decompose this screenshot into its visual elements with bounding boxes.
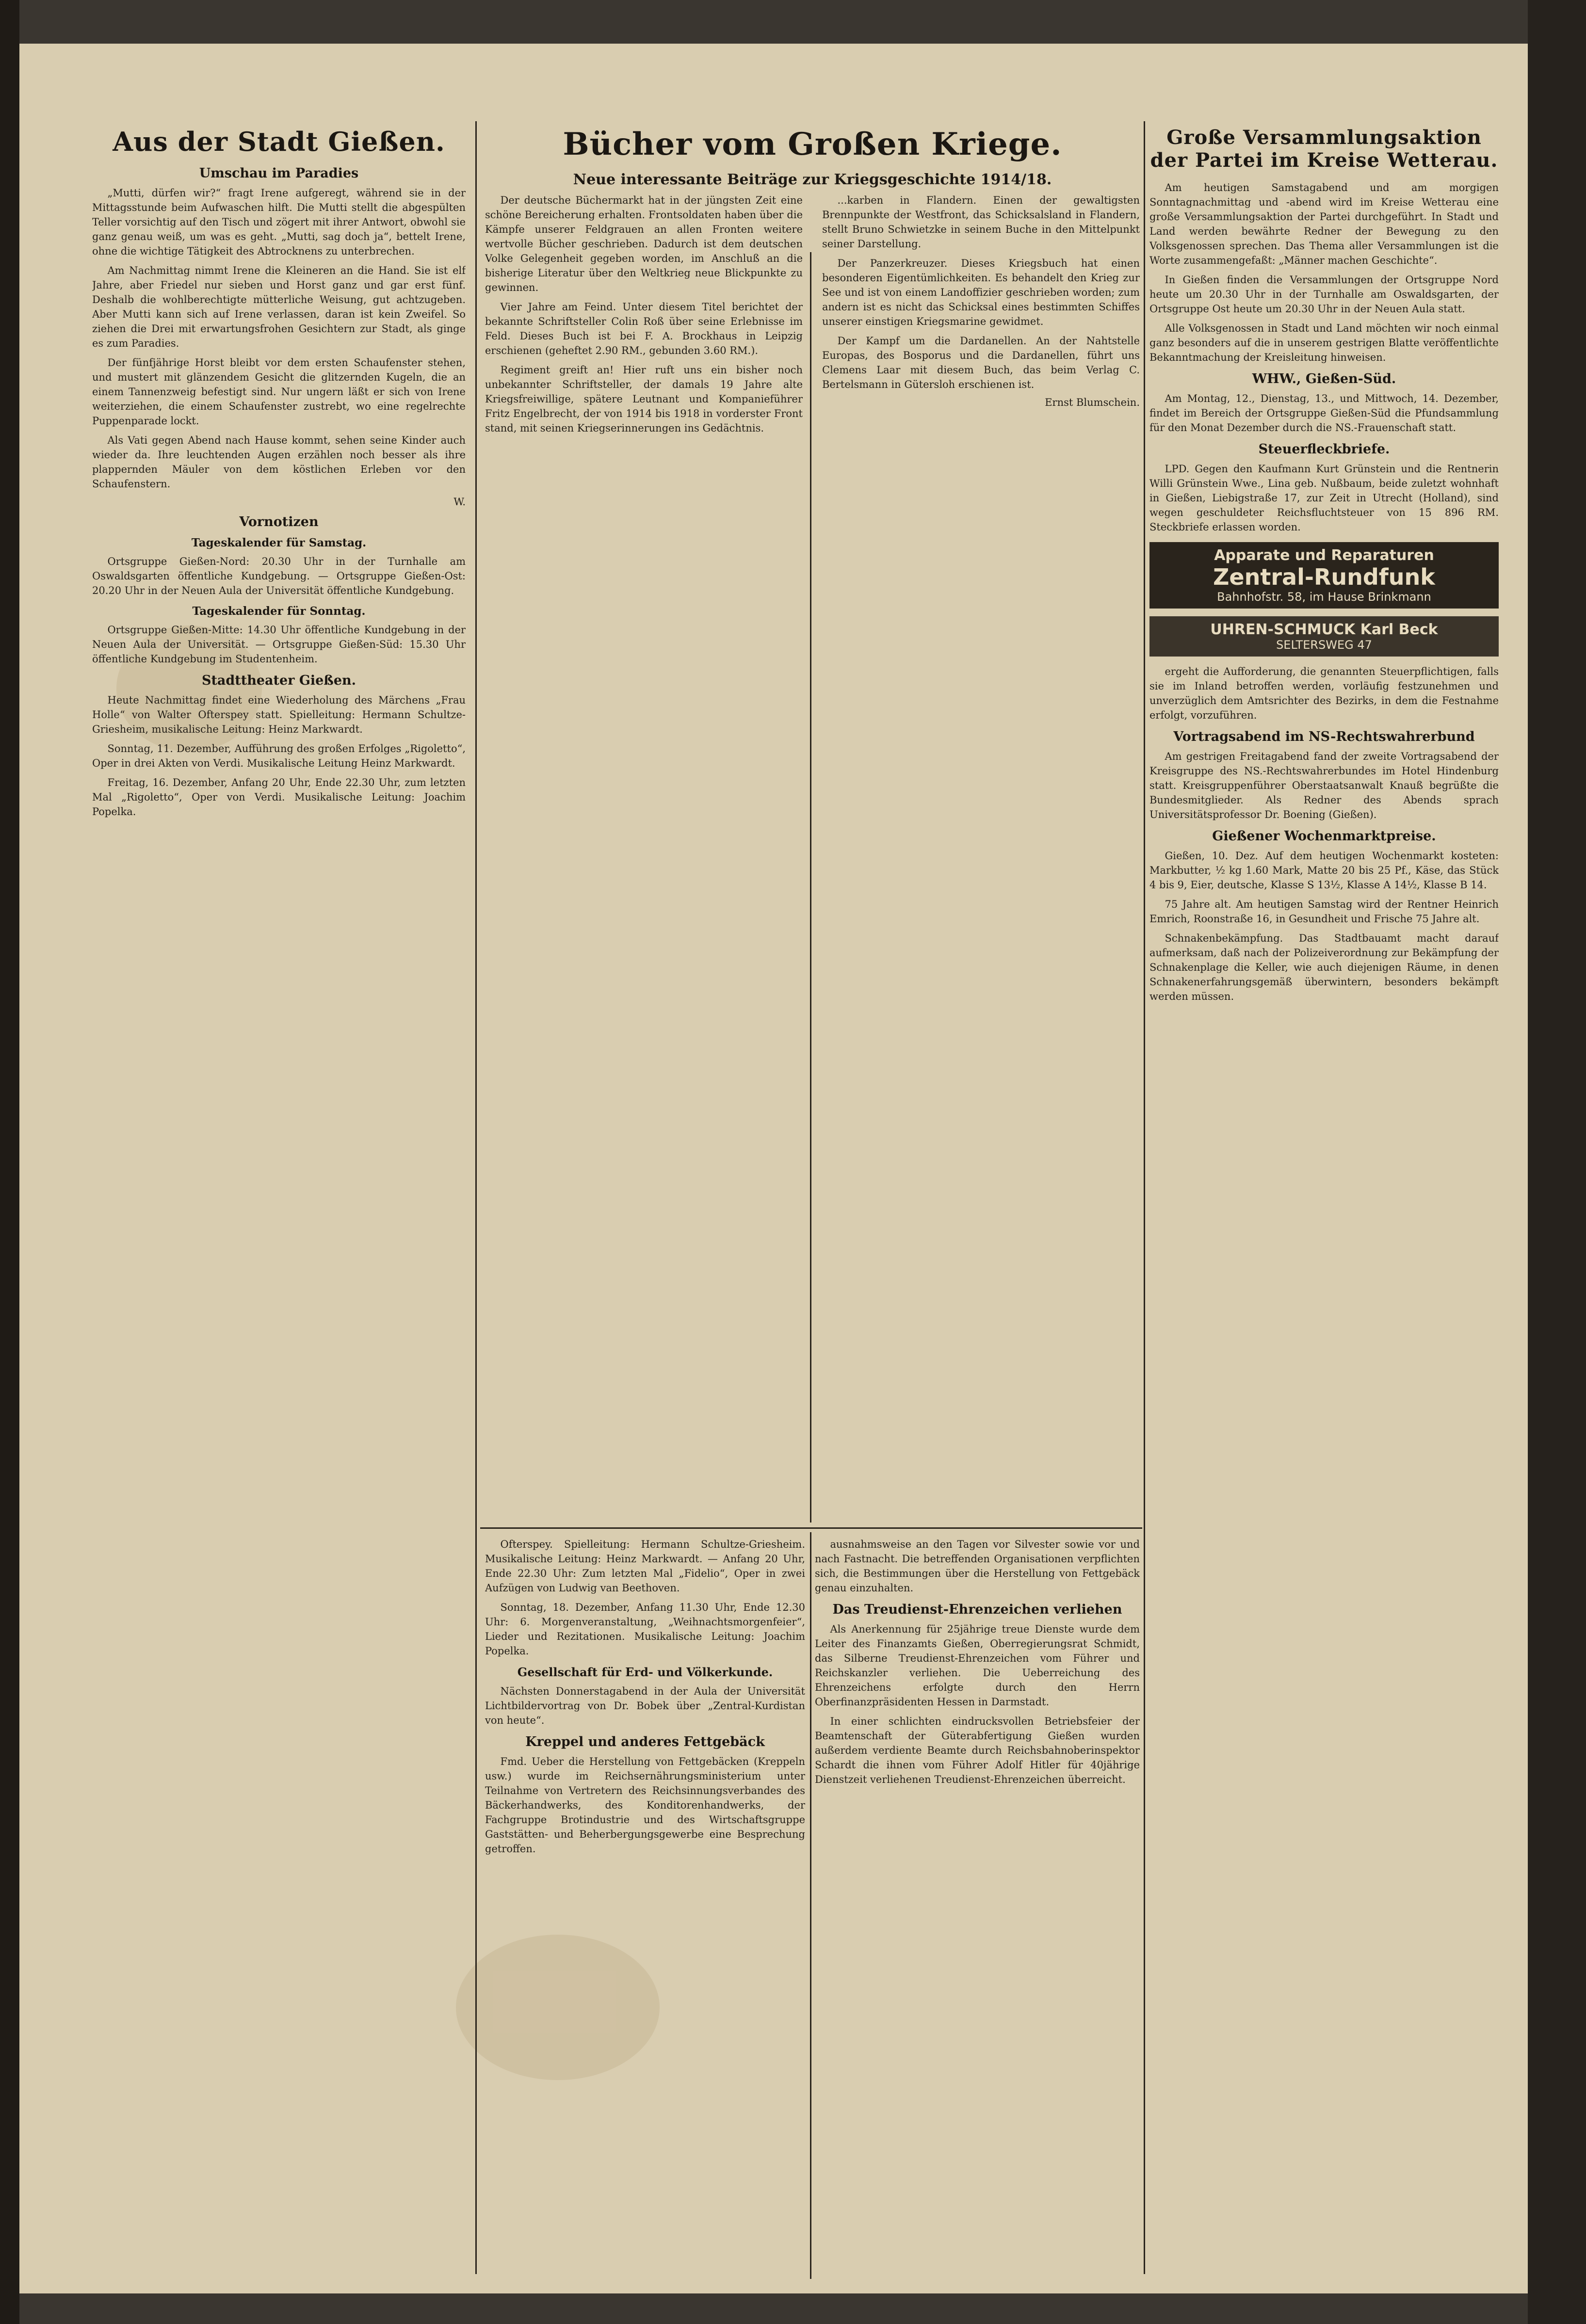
steuer-heading: Steuerfleckbriefe. [1258,442,1390,457]
vortrag-heading: Vortragsabend im NS-Rechtswahrerbund [1173,729,1475,744]
article-paragraph: Als Vati gegen Abend nach Hause kommt, sehen seine Kinder auch wieder da. Ihre leuchtenden Augen erzählen noch besser als ihre plappernden Mäuler von dem köstlichen Erleben vor den Schaufenstern. [92,434,466,490]
article-paragraph: Der fünfjährige Horst bleibt vor dem ersten Schaufenster stehen, und mustert mit glänzendem Gesicht die glitzernden Kugeln, die an einem Tannenzweig befestigt sind. Nur ungern läßt er sich von Irene weiterziehen, die einem Schaufenster zustrebt, wo eine regelrechte Puppenparade lockt. [92,357,466,427]
article-paragraph: Am gestrigen Freitagabend fand der zweite Vortragsabend der Kreisgruppe des NS.-Rechtswahrerbundes im Hotel Hindenburg statt. Kreisgruppenführer Oberstaatsanwalt Knauß begrüßte die Bundesmitglieder. Als Redner des Abends sprach Universitätsprofessor Dr. Boening (Gießen). [1149,751,1499,820]
column-rule [810,1532,811,2279]
article-paragraph: Sonntag, 18. Dezember, Anfang 11.30 Uhr, Ende 12.30 Uhr: 6. Morgenveranstaltung, „Weihnachtsmorgenfeier“, Lieder und Rezitationen. Musikalische Leitung: Joachim Popelka. [485,1602,805,1657]
books-title: Bücher vom Großen Kriege. [563,126,1062,162]
article-paragraph: Der deutsche Büchermarkt hat in der jüngsten Zeit eine schöne Bereicherung erhalten. Frontsoldaten haben über die Kämpfe unserer Feldgrauen an allen Fronten weitere wertvolle Bücher geschrieben. Dadurch ist dem deutschen Volke Gelegenheit gegeben worden, im Anschluß an die bisherige Literatur über den Weltkrieg neue Blickpunkte zu gewinnen. [485,194,803,293]
article-paragraph: ...karben in Flandern. Einen der gewaltigsten Brennpunkte der Westfront, das Schicksalsland in Flandern, stellt Bruno Schwietzke in seinem Buche in den Mittelpunkt seiner Darstellung. [822,194,1140,250]
theater-paragraph: Freitag, 16. Dezember, Anfang 20 Uhr, Ende 22.30 Uhr, zum letzten Mal „Rigoletto“, Oper von Verdi. Musikalische Leitung: Joachim Popelka. [92,777,466,817]
market-prices-heading: Gießener Wochenmarktpreise. [1212,829,1436,844]
ad-line: Bahnhofstr. 58, im Hause Brinkmann [1217,590,1431,604]
theater-paragraph: Sonntag, 11. Dezember, Aufführung des großen Erfolges „Rigoletto“, Oper in drei Akten von Verdi. Musikalische Leitung Heinz Markwardt. [92,743,466,769]
books-article [485,126,1140,1532]
watch-advertisement [1149,616,1499,657]
article-paragraph: „Mutti, dürfen wir?“ fragt Irene aufgeregt, während sie in der Mittagsstunde beim Aufwaschen hilft. Die Mutti stellt die abgespülten Teller vorsichtig auf den Tisch und zögert mit ihrer Antwort, obwohl sie ganz genau weiß, um was es geht. „Mutti, sag doch ja“, bettelt Irene, ohne die wichtige Tätigkeit des Abtrocknens zu unterbrechen. [92,187,466,257]
party-title: Große Versammlungsaktion der Partei im Kreise Wetterau. [1150,126,1498,172]
treudienst-heading: Das Treudienst-Ehrenzeichen verliehen [832,1602,1122,1617]
article-paragraph: ausnahmsweise an den Tagen vor Silvester sowie vor und nach Fastnacht. Die betreffenden Organisationen verpflichten sich, die Bestimmungen über die Herstellung von Fettgebäck genau einzuhalten. [815,1539,1140,1594]
article-paragraph: ergeht die Aufforderung, die genannten Steuerpflichtigen, falls sie im Inland betroffen werden, vorläufig festzunehmen und unverzüglich dem Amtsrichter des Bezirks, in dem die Festnahme erfolgt, vorzuführen. [1149,666,1499,721]
article-paragraph: Alle Volksgenossen in Stadt und Land möchten wir noch einmal ganz besonders auf die in unserem gestrigen Blatte veröffentlichte Bekanntmachung der Kreisleitung hinweisen. [1149,322,1499,363]
adjacent-page-edge [1528,0,1586,2324]
article-paragraph: Nächsten Donnerstagabend in der Aula der Universität Lichtbildervortrag von Dr. Bobek über „Zentral-Kurdistan von heute“. [485,1685,805,1726]
article-paragraph: Vier Jahre am Feind. Unter diesem Titel berichtet der bekannte Schriftsteller Colin Roß über seine Erlebnisse im Feld. Dieses Buch ist bei F. A. Brockhaus in Leipzig erschienen (geheftet 2.90 RM., gebunden 3.60 RM.). [485,301,803,356]
article-paragraph: Gießen, 10. Dez. Auf dem heutigen Wochenmarkt kosteten: Markbutter, ½ kg 1.60 Mark, Matte 20 bis 25 Pf., Käse, das Stück 4 bis 9, Eier, deutsche, Klasse S 13½, Klasse A 14½, Klasse B 14. [1149,850,1499,891]
article-paragraph: Ofterspey. Spielleitung: Hermann Schultze-Griesheim. Musikalische Leitung: Heinz Markwardt. — Anfang 20 Uhr, Ende 22.30 Uhr: Zum letzten Mal „Fidelio“, Oper in zwei Aufzügen von Ludwig van Beethoven. [485,1539,805,1594]
article-paragraph: In Gießen finden die Versammlungen der Ortsgruppe Nord heute um 20.30 Uhr in der Turnhalle am Oswaldsgarten, der Ortsgruppe Ost heute um 20.30 Uhr in der Neuen Aula statt. [1149,274,1499,315]
fettgebaeck-heading: Kreppel und anderes Fettgebäck [525,1734,765,1749]
whw-heading: WHW., Gießen-Süd. [1252,371,1396,386]
party-news-column [1149,126,1499,2274]
article-paragraph: Fmd. Ueber die Herstellung von Fettgebäcken (Kreppeln usw.) wurde im Reichsernährungsministerium unter Teilnahme von Vertretern des Reichsinnungsverbandes des Bäckerhandwerks, des Konditorenhandwerks, der Fachgruppe Brotindustrie und des Wirtschaftsgruppe Gaststätten- und Beherbergungsgewerbe eine Besprechung getroffen. [485,1756,805,1855]
books-body-columns [485,193,1140,1473]
society-heading: Gesellschaft für Erd- und Völkerkunde. [517,1665,773,1679]
local-news-title: Aus der Stadt Gießen. [113,126,445,157]
books-subtitle: Neue interessante Beiträge zur Kriegsgeschichte 1914/18. [573,171,1052,188]
ad-line: Zentral-Rundfunk [1213,564,1435,590]
article-paragraph: Am heutigen Samstagabend und am morgigen Sonntagnachmittag und -abend wird im Kreise Wetterau eine große Versammlungsaktion der Partei durchgeführt. In Stadt und Land werden bewährte Redner der Bewegung zu den Volksgenossen sprechen. Das Thema aller Versammlungen ist die Worte zusammengefaßt: „Männer machen Geschichte“. [1149,182,1499,266]
binding-edge [0,0,19,2324]
author-initial: W. [453,496,466,508]
notes-heading: Vornotizen [239,514,319,529]
calendar-saturday-heading: Tageskalender für Samstag. [191,536,367,549]
radio-advertisement [1149,542,1499,609]
lower-right-column [815,1537,1140,2274]
umschau-subtitle: Umschau im Paradies [199,166,359,181]
author-signature: Ernst Blumschein. [1045,397,1140,408]
lower-left-column [485,1537,805,2274]
article-paragraph: Der Kampf um die Dardanellen. An der Nahtstelle Europas, des Bosporus und die Dardanellen, führt uns Clemens Laar mit diesem Buch, das beim Verlag C. Bertelsmann in Gütersloh erschienen ist. [822,335,1140,390]
article-paragraph: Als Anerkennung für 25jährige treue Dienste wurde dem Leiter des Finanzamts Gießen, Oberregierungsrat Schmidt, das Silberne Treudienst-Ehrenzeichen vom Führer und Reichskanzler verliehen. Die Ueberreichung des Ehrenzeichens erfolgte durch den Herrn Oberfinanzpräsidenten Hessen in Darmstadt. [815,1623,1140,1708]
calendar-entry: Ortsgruppe Gießen-Mitte: 14.30 Uhr öffentliche Kundgebung in der Neuen Aula der Universität. — Ortsgruppe Gießen-Süd: 15.30 Uhr öffentliche Kundgebung im Studentenheim. [92,624,466,665]
local-news-column [92,126,466,2274]
newspaper-page [19,44,1528,2293]
article-paragraph: Regiment greift an! Hier ruft uns ein bisher noch unbekannter Schriftsteller, der damals 19 Jahre alte Kriegsfreiwillige, spätere Leutnant und Kompanieführer Fritz Engelbrecht, der von 1914 bis 1918 in vorderster Front stand, mit seinen Kriegserinnerungen ins Gedächtnis. [485,364,803,434]
theater-paragraph: Heute Nachmittag findet eine Wiederholung des Märchens „Frau Holle“ von Walter Ofterspey statt. Spielleitung: Hermann Schultze-Griesheim, musikalische Leitung: Heinz Markwardt. [92,694,466,735]
ad-line: Apparate und Reparaturen [1214,547,1434,564]
article-paragraph: Am Montag, 12., Dienstag, 13., und Mittwoch, 14. Dezember, findet im Bereich der Ortsgruppe Gießen-Süd die Pfundsammlung für den Monat Dezember durch die NS.-Frauenschaft statt. [1149,393,1499,433]
column-rule [1144,121,1145,2274]
article-paragraph: Schnakenbekämpfung. Das Stadtbauamt macht darauf aufmerksam, daß nach der Polizeiverordnung zur Bekämpfung der Schnakenplage die Keller, wie auch diejenigen Räume, in denen Schnakenerfahrungsgemäß überwintern, besonders bekämpft werden müssen. [1149,932,1499,1002]
ad-line: UHREN-SCHMUCK Karl Beck [1210,621,1438,638]
article-paragraph: Der Panzerkreuzer. Dieses Kriegsbuch hat einen besonderen Eigentümlichkeiten. Es behandelt den Krieg zur See und ist von einem Landoffizier geschrieben worden; zum andern ist es nicht das Schicksal eines bestimmten Schiffes unserer einstigen Kriegsmarine gewidmet. [822,257,1140,327]
ad-line: SELTERSWEG 47 [1276,638,1372,652]
calendar-entry: Ortsgruppe Gießen-Nord: 20.30 Uhr in der Turnhalle am Oswaldsgarten öffentliche Kundgebung. — Ortsgruppe Gießen-Ost: 20.20 Uhr in der Neuen Aula der Universität öffentliche Kundgebung. [92,556,466,596]
article-paragraph: LPD. Gegen den Kaufmann Kurt Grünstein und die Rentnerin Willi Grünstein Wwe., Lina geb. Nußbaum, beide zuletzt wohnhaft in Gießen, Liebigstraße 17, zur Zeit in Utrecht (Holland), sind wegen geschuldeter Reichsfluchtsteuer von 15 896 RM. Steckbriefe erlassen worden. [1149,463,1499,533]
column-rule [475,121,477,2274]
article-paragraph: Am Nachmittag nimmt Irene die Kleineren an die Hand. Sie ist elf Jahre, aber Friedel nur sieben und Horst ganz und gar erst fünf. Deshalb die wohlberechtigte mütterliche Weisung, gut achtzugeben. Aber Mutti kann sich auf Irene verlassen, daran ist kein Zweifel. So ziehen die Drei mit erwartungsfrohen Gesichtern zur Stadt, als ginge es zum Paradies. [92,265,466,349]
theater-heading: Stadttheater Gießen. [201,673,356,688]
article-paragraph: In einer schlichten eindrucksvollen Betriebsfeier der Beamtenschaft der Güterabfertigung Gießen wurden außerdem verdiente Beamte durch Reichsbahnoberinspektor Schardt die ihnen vom Führer Adolf Hitler für 40jährige Dienstzeit verliehenen Treudienst-Ehrenzeichen überreicht. [815,1715,1140,1785]
article-paragraph: 75 Jahre alt. Am heutigen Samstag wird der Rentner Heinrich Emrich, Roonstraße 16, in Gesundheit und Frische 75 Jahre alt. [1149,898,1499,925]
calendar-sunday-heading: Tageskalender für Sonntag. [192,605,366,618]
